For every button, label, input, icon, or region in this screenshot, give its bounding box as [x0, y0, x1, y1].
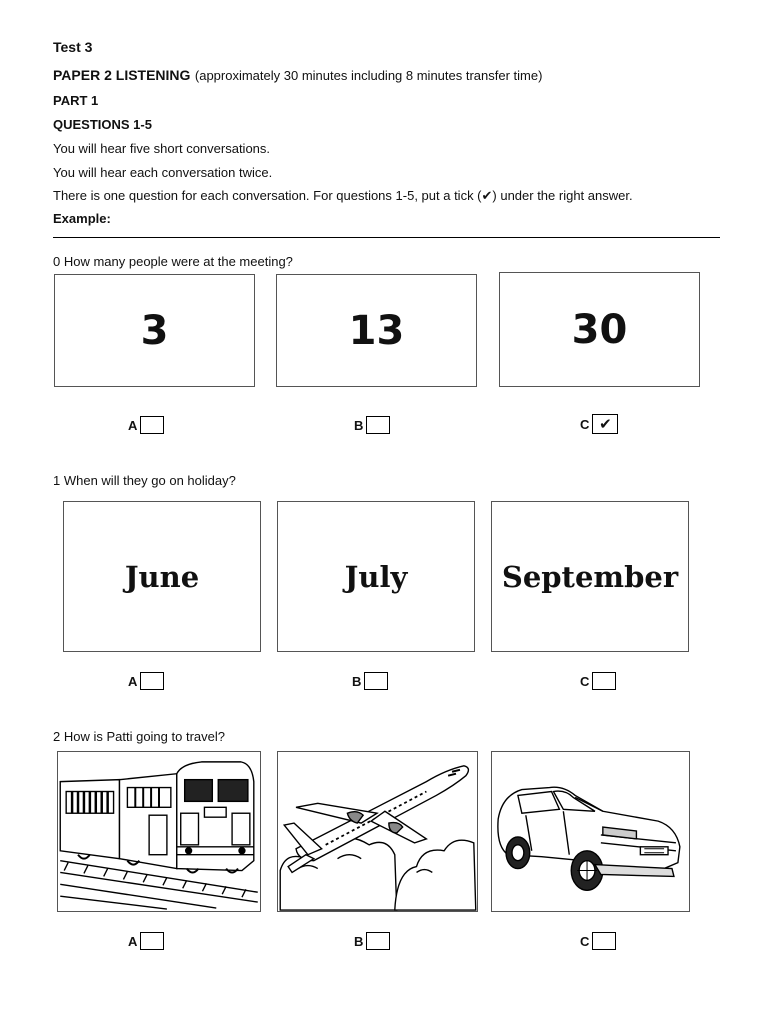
part-label: PART 1 — [53, 93, 99, 108]
check-icon: ✔ — [599, 416, 612, 433]
option-picture — [491, 501, 689, 652]
option-picture — [491, 751, 690, 912]
paper-heading — [53, 67, 542, 85]
paper-title: PAPER 2 LISTENING — [53, 67, 191, 83]
questions-label: QUESTIONS 1-5 — [53, 117, 152, 132]
answer-option-b — [352, 672, 388, 690]
option-month: September — [501, 559, 679, 594]
option-picture — [57, 751, 261, 912]
paper-subtitle: (approximately 30 minutes including 8 minutes transfer time) — [194, 68, 543, 83]
answer-option-a — [128, 672, 164, 690]
option-picture — [63, 501, 261, 652]
car-icon — [492, 752, 689, 911]
option-picture — [277, 501, 475, 652]
answer-checkbox[interactable] — [140, 932, 164, 950]
option-month: July — [344, 559, 408, 594]
answer-checkbox[interactable] — [592, 672, 616, 690]
question-prompt: 2 How is Patti going to travel? — [53, 729, 225, 744]
option-month: June — [124, 559, 200, 594]
option-number: 13 — [348, 307, 405, 354]
option-letter: B — [354, 933, 364, 949]
option-letter: B — [354, 417, 364, 433]
answer-checkbox[interactable] — [140, 672, 164, 690]
instruction-line: There is one question for each conversation. For questions 1-5, put a tick (✔) under the right answer. — [53, 188, 633, 203]
option-letter: A — [128, 673, 138, 689]
option-letter: C — [580, 416, 590, 432]
train-icon — [58, 752, 260, 911]
answer-checkbox-checked[interactable] — [592, 414, 618, 434]
answer-option-c — [580, 672, 616, 690]
answer-checkbox[interactable] — [364, 672, 388, 690]
test-title: Test 3 — [53, 39, 93, 55]
instruction-line: You will hear each conversation twice. — [53, 165, 273, 180]
instruction-line: You will hear five short conversations. — [53, 141, 271, 156]
option-letter: B — [352, 673, 362, 689]
answer-option-c — [580, 932, 616, 950]
answer-checkbox[interactable] — [366, 932, 390, 950]
example-label: Example: — [53, 211, 111, 226]
option-number: 3 — [140, 307, 169, 354]
answer-option-b — [354, 932, 390, 950]
answer-checkbox[interactable] — [592, 932, 616, 950]
answer-option-b — [354, 416, 390, 434]
answer-option-a — [128, 416, 164, 434]
question-prompt: 1 When will they go on holiday? — [53, 473, 236, 488]
option-letter: C — [580, 933, 590, 949]
option-letter: A — [128, 933, 138, 949]
answer-checkbox[interactable] — [366, 416, 390, 434]
option-number: 30 — [571, 306, 628, 353]
option-picture — [499, 272, 700, 387]
answer-checkbox[interactable] — [140, 416, 164, 434]
option-letter: A — [128, 417, 138, 433]
question-prompt: 0 How many people were at the meeting? — [53, 254, 293, 269]
option-picture — [277, 751, 478, 912]
option-picture — [276, 274, 477, 387]
answer-option-a — [128, 932, 164, 950]
divider — [53, 237, 720, 238]
answer-option-c — [580, 414, 618, 434]
option-letter: C — [580, 673, 590, 689]
airplane-icon — [278, 752, 477, 911]
option-picture — [54, 274, 255, 387]
